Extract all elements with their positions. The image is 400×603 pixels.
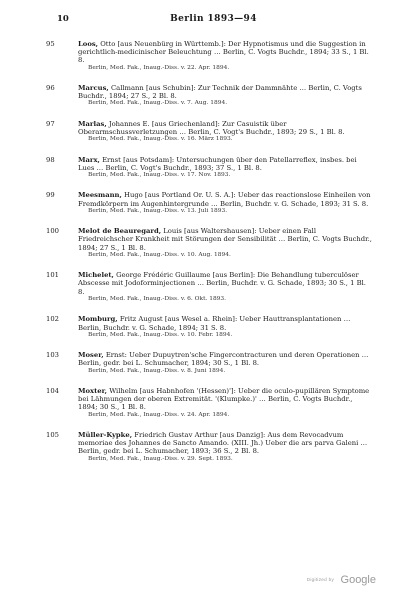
entry-number: 102 [46,315,59,324]
dissertation-note: Berlin, Med. Fak., Inaug.-Diss. v. 10. Aug. 1894. [88,251,231,258]
entry-text: Hugo [aus Portland Or. U. S. A.]: Ueber das reactionslose Einheilen von Fremdkörpern im Augenhintergrunde … Berlin, Buchdr. v. G. Schade, 1893; 31 S. 8. [78,191,371,208]
author-name: Marlas, [78,119,107,128]
google-watermark [307,571,376,589]
entry-text: Fritz August [aus Wesel a. Rhein]: Ueber Hauttransplantationen … Berlin, Buchdr. v. G. Schade, 1894; 31 S. 8. [78,315,351,332]
bibliography-entry [46,84,372,108]
dissertation-note: Berlin, Med. Fak., Inaug.-Diss. v. 16. März 1893. [88,136,233,143]
author-name: Müller-Kypke, [78,430,133,439]
dissertation-note: Berlin, Med. Fak., Inaug.-Diss. v. 8. Juni 1894. [88,367,226,374]
header-title: Berlin 1893—94 [170,14,257,24]
entry-number: 95 [46,40,55,48]
bibliography-entry [46,387,372,419]
bibliography-entry [46,431,372,463]
bibliography-entry [46,227,372,259]
watermark-brand: Google [340,573,376,586]
entry-number: 101 [46,271,59,280]
bibliography-entry [46,156,372,180]
entry-text: Ernst: Ueber Dupuytren'sche Fingercontracturen und deren Operationen … Berlin, gedr. bei L. Schumacher, 1894; 30 S., 1 Bl. 8. [78,351,369,368]
entry-text: Ernst [aus Potsdam]: Untersuchungen über den Patellarreflex, insbes. bei Lues … Berlin, C. Vogt's Buchdr., 1893; 37 S., 1 Bl. 8. [78,155,357,172]
author-name: Loos, [78,40,99,48]
entry-number: 100 [46,227,59,236]
entry-number: 105 [46,430,59,439]
author-name: Marx, [78,155,100,164]
entry-text: Louis [aus Waltershausen]: Ueber einen Fall Friedreichscher Krankheit mit Störungen der Sensibilität … Berlin, C. Vogts Buchdr., 1894; 27 S., 1 Bl. 8. [78,227,372,252]
dissertation-note: Berlin, Med. Fak., Inaug.-Diss. v. 6. Okt. 1893. [88,295,227,302]
entry-text: Friedrich Gustav Arthur [aus Danzig]: Aus dem Revocadvum memoriae des Johannes de Sancto Amando. (XIII. Jh.) Ueber die ars parva Galeni … Berlin, gedr. bei L. Schumacher, 1893; 36 S., 2 Bl. 8. [78,430,368,456]
author-name: Momburg, [78,315,118,324]
entry-text: Otto [aus Neuenbürg in Württemb.]: Der Hypnotismus und die Suggestion in gerichtlich-medicinischer Beleuchtung … Berlin, C. Vogts Buchdr., 1894; 33 S., 1 Bl. 8. [78,40,369,65]
entry-text: Callmann [aus Schubin]: Zur Technik der Dammnähte … Berlin, C. Vogts Buchdr., 1894; 27 S., 2 Bl. 8. [78,84,362,101]
dissertation-note: Berlin, Med. Fak., Inaug.-Diss. v. 22. Apr. 1894. [88,64,230,71]
page-number: 10 [57,14,69,24]
bibliography-entry [46,120,372,144]
dissertation-note: Berlin, Med. Fak., Inaug.-Diss. v. 29. Sept. 1893. [88,455,233,462]
author-name: Michelet, [78,271,114,280]
bibliography-entry [46,271,372,303]
author-name: Meesmann, [78,191,122,200]
bibliography-entry [46,191,372,215]
entry-number: 103 [46,351,59,360]
running-header [57,14,370,26]
entry-number: 104 [46,386,59,395]
entry-number: 98 [46,155,55,164]
dissertation-note: Berlin, Med. Fak., Inaug.-Diss. v. 13. Juli 1893. [88,207,228,214]
entry-number: 96 [46,84,55,93]
entry-text: Wilhelm [aus Habnhofen '(Hessen)']: Ueber die oculo-pupillären Symptome bei Lähmungen der oberen Extremität. '(Klumpke.)' … Berlin, C. Vogts Buchdr., 1894; 30 S., 1 Bl. 8. [78,386,370,412]
dissertation-note: Berlin, Med. Fak., Inaug.-Diss. v. 7. Aug. 1894. [88,100,228,107]
entry-list [46,40,372,475]
author-name: Melot de Beauregard, [78,227,162,236]
watermark-prefix: Digitized by [306,577,335,583]
author-name: Moxter, [78,386,108,395]
dissertation-note: Berlin, Med. Fak., Inaug.-Diss. v. 10. Febr. 1894. [88,331,233,338]
entry-text: Johannes E. [aus Griechenland]: Zur Casuistik über Oberarmschussverletzungen … Berlin, C. Vogt's Buchdr., 1893; 29 S., 1 Bl. 8. [78,119,345,137]
dissertation-note: Berlin, Med. Fak., Inaug.-Diss. v. 24. Apr. 1894. [88,411,230,418]
entry-number: 97 [46,119,55,128]
dissertation-note: Berlin, Med. Fak., Inaug.-Diss. v. 17. Nov. 1893. [88,172,231,179]
entry-number: 99 [46,191,55,200]
bibliography-entry [46,40,372,72]
author-name: Marcus, [78,84,109,93]
author-name: Moser, [78,351,104,360]
bibliography-entry [46,315,372,339]
bibliography-entry [46,351,372,375]
entry-text: George Frédéric Guillaume [aus Berlin]: Die Behandlung tuberculöser Abscesse mit Jodoforminjectionen … Berlin, Buchdr. v. G. Schade, 1893; 30 S., 1 Bl. 8. [78,271,366,296]
